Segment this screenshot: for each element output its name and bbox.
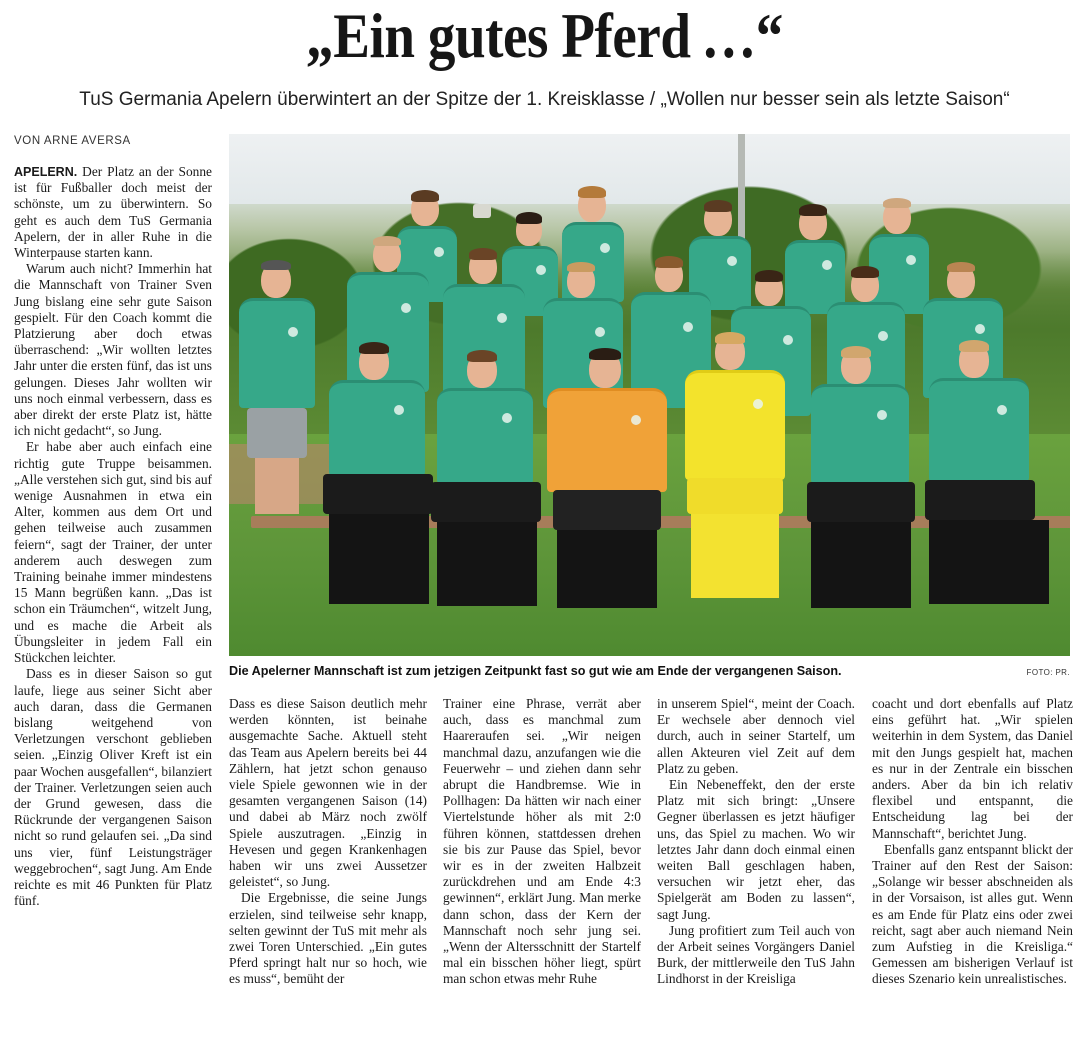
article-column-5 (872, 696, 1073, 988)
paragraph: Dass es in dieser Saison so gut laufe, liege aus seiner Sicht aber auch daran, dass die Germanen bislang weitgehend von Verletzungen verschont geblieben seien. „Einzig Oliver Kreft ist ein paar Wochen ausgefallen“, bilanziert der Trainer. Verletzungen seien auch der Grund gewesen, dass die Rückrunde der vergangenen Saison nicht so rund gelaufen sei. „Da sind uns vier, fünf Leistungsträger weggebrochen“, sagt Jung. Am Ende reichte es mit 46 Punkten für Platz fünf. (14, 666, 212, 909)
paragraph: Dass es diese Saison deutlich mehr werden könnten, ist beinahe ausgemachte Sache. Aktuell steht das Team aus Apelern bereits bei 44 Zählern, hat jetzt schon genauso viele Spiele gewonnen wie in der gesamten vergangenen Saison (14) und dabei ab März noch zwölf Spiele auszutragen. „Einzig in Hevesen und gegen Krankenhagen haben wir uns zwei Aussetzer geleistet“, so Jung. (229, 696, 427, 890)
paragraph: Jung profitiert zum Teil auch von der Arbeit seines Vorgängers Daniel Burk, der mittlerweile den TuS Jahn Lindhorst in der Kreisliga (657, 922, 855, 987)
photo-caption: Die Apelerner Mannschaft ist zum jetzigen Zeitpunkt fast so gut wie am Ende der vergangenen Saison. (229, 664, 842, 678)
paragraph: coacht und dort ebenfalls auf Platz eins geführt hat. „Wir spielen weiterhin in dem System, das Daniel mit den Jungs gespielt hat, machen es nur in der Zentrale ein bisschen anders. Aber da bin ich relativ flexibel und entspannt, die Entscheidung lag bei der Mannschaft“, berichtet Jung. (872, 696, 1073, 841)
paragraph: in unserem Spiel“, meint der Coach. Er wechsele aber dennoch viel durch, auch in seiner Startelf, um allen Akteuren viel Zeit auf dem Platz zu geben. (657, 696, 855, 776)
paragraph: Er habe aber auch einfach eine richtig gute Truppe beisammen. „Alle verstehen sich gut, sind bis auf wenige Ausnahmen in etwa ein Alter, kommen aus dem Ort und gehen teilweise auch zusammen feiern“, sagt der Trainer, der unter anderem auch deswegen zum Training beinahe immer mindestens 15 Mann begrüßen kann. „Das ist schon ein Träumchen“, witzelt Jung, und es mache die Arbeit als Übungsleiter in jedem Fall ein Stückchen leichter. (14, 439, 212, 666)
paragraph: Die Ergebnisse, die seine Jungs erzielen, sind teilweise sehr knapp, selten gewinnt der TuS mit mehr als zwei Toren Unterschied. „Ein gutes Pferd springt halt nur so hoch, wie es muss“, bemüht der (229, 890, 427, 987)
paragraph (14, 164, 212, 261)
team-photo (229, 134, 1070, 656)
dateline: APELERN. (14, 165, 78, 179)
headline: „Ein gutes Pferd …“ (306, 0, 783, 71)
article-column-3 (443, 696, 641, 988)
paragraph-text: Der Platz an der Sonne ist für Fußballer doch meist der schönste, um zu überwintern. So geht es auch dem TuS Germania Apelern, der in aller Ruhe in die Winterpause starten kann. (14, 164, 212, 261)
paragraph: Ein Nebeneffekt, den der erste Platz mit sich bringt: „Unsere Gegner überlassen es jetzt häufiger uns, das Spiel zu machen. Wo wir letztes Jahr dann doch einmal einen weiten Ball geschlagen haben, versuchen wir jetzt eher, das Spielgerät am Boden zu lassen“, sagt Jung. (657, 777, 855, 922)
byline: VON ARNE AVERSA (14, 135, 131, 147)
article-column-4 (657, 696, 855, 988)
paragraph: Warum auch nicht? Immerhin hat die Mannschaft von Trainer Sven Jung bislang eine sehr gute Saison gespielt. Für den Coach kommt die Platzierung aber doch etwas überraschend: „Wir wollten letztes Jahr unter die ersten fünf, das ist uns gelungen. Dieses Jahr wollten wir uns noch einmal verbessern, dass es aber direkt der erste Platz ist, hätte ich nicht gedacht“, so Jung. (14, 261, 212, 439)
photo-credit: FOTO: PR. (1026, 668, 1070, 677)
article-column-2 (229, 696, 427, 988)
subheadline: TuS Germania Apelern überwintert an der Spitze der 1. Kreisklasse / „Wollen nur besser sein als letzte Saison“ (79, 89, 1010, 110)
lamp (473, 204, 491, 218)
article-column-1 (14, 164, 212, 909)
paragraph: Ebenfalls ganz entspannt blickt der Trainer auf den Rest der Saison: „Solange wir besser abschneiden als in der Vorsaison, ist alles gut. Wenn es am Ende für Platz eins oder zwei reicht, sagt aber auch niemand Nein zum Aufstieg in die Kreisliga.“ Gemessen am bisherigen Verlauf ist dieses Szenario kein unrealistisches. (872, 841, 1073, 987)
paragraph: Trainer eine Phrase, verrät aber auch, dass es manchmal zum Haareraufen sei. „Wir neigen manchmal dazu, anzufangen wie die Feuerwehr – und ziehen dann sehr abrupt die Handbremse. Wie in Pollhagen: Da hätten wir nach einer Viertelstunde höher als mit 2:0 führen können, stattdessen drehen sie bis zur Pause das Spiel, bevor wir es in der zweiten Halbzeit zurückdrehen und am Ende 4:3 gewinnen“, erklärt Jung. Man merke dann schon, dass der Kern der Mannschaft noch sehr jung sei. „Wenn der Altersschnitt der Startelf mal ein bisschen höher liegt, spürt man schon etwas mehr Ruhe (443, 696, 641, 987)
